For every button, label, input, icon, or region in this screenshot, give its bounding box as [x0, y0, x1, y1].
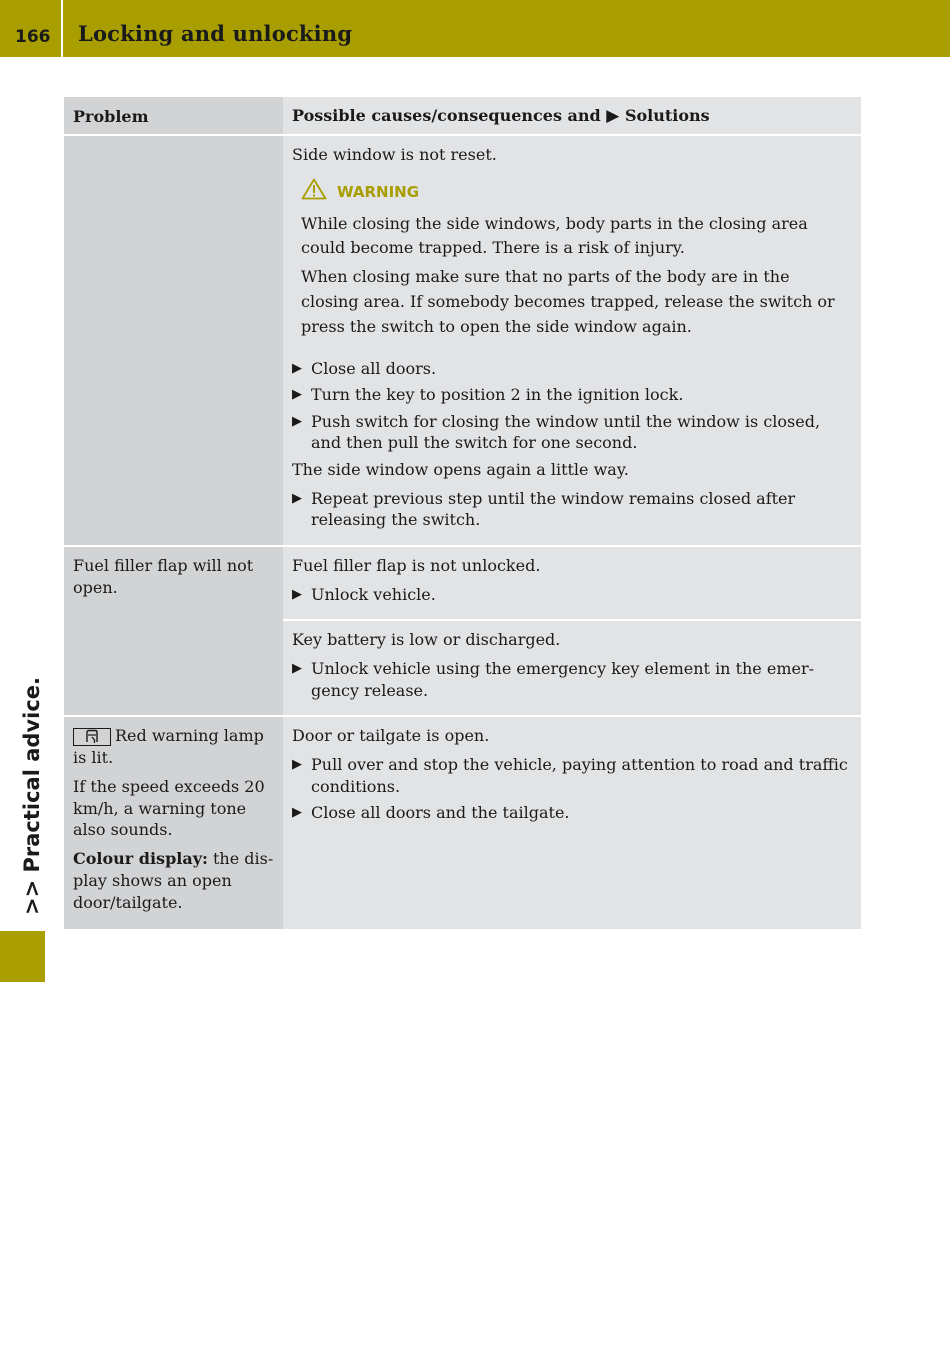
problem-cell [64, 546, 283, 716]
page-number: 166 [15, 27, 51, 47]
warning-label: WARNING [337, 182, 420, 201]
step-item [292, 358, 852, 380]
step-item [292, 802, 852, 824]
step-arrow-icon: ▶ [292, 387, 302, 403]
step-arrow-icon: ▶ [292, 413, 302, 429]
step-text: Pull over and stop the vehicle, paying attention to road and traffic conditions. [311, 755, 848, 796]
cause-text: Key battery is low or discharged. [292, 630, 561, 650]
result-note: The side window opens again a little way. [292, 459, 629, 479]
problem-text: Fuel filler flap will not open. [73, 556, 254, 597]
step-arrow-icon: ▶ [292, 805, 302, 821]
section-tab-marker [0, 931, 45, 982]
step-item [292, 658, 852, 701]
solution-cell [283, 620, 861, 716]
step-text: Repeat previous step until the window remains closed after releasing the switch. [311, 488, 796, 530]
column-header-solutions [283, 97, 861, 135]
step-item [292, 754, 852, 797]
problem-text: the dis-play shows an open door/tailgate. [73, 849, 274, 912]
table-header-row [64, 97, 861, 135]
cause-text: Fuel filler flap is not unlocked. [292, 556, 541, 576]
solution-cell [283, 135, 861, 546]
warning-block [292, 178, 852, 340]
warning-triangle-icon [301, 178, 327, 206]
page-title: Locking and unlocking [78, 21, 353, 46]
door-open-warning-lamp-icon [73, 728, 111, 746]
step-text: Turn the key to position 2 in the ignition lock. [311, 385, 684, 405]
step-text: Close all doors. [311, 358, 437, 378]
step-item [292, 584, 852, 606]
table-row [64, 716, 861, 929]
step-arrow-icon: ▶ [292, 490, 302, 506]
warning-instruction: When closing make sure that no parts of the body are in the closing area. If somebody becomes trapped, release the switch or press the switch to open the side window again. [301, 267, 835, 336]
step-item [292, 384, 852, 406]
step-arrow-icon: ▶ [292, 757, 302, 773]
column-header-problem: Problem [64, 97, 283, 135]
section-side-label: >> Practical advice. [20, 677, 44, 915]
step-text: Close all doors and the tailgate. [311, 803, 570, 823]
problem-text: Red warning lamp is lit. [73, 726, 264, 768]
cause-text: Side window is not reset. [292, 145, 497, 165]
page-number-box [0, 0, 63, 57]
table-row [64, 135, 861, 546]
problem-lamp-line [73, 725, 274, 769]
warning-heading [301, 178, 852, 206]
problem-cell-empty [64, 135, 283, 546]
step-arrow-icon: ▶ [606, 106, 620, 126]
step-arrow-icon: ▶ [292, 360, 302, 376]
column-header-solutions-prefix: Possible causes/consequences and [292, 106, 601, 125]
column-header-solutions-suffix: Solutions [624, 106, 710, 125]
step-item [292, 488, 852, 531]
step-text: Unlock vehicle using the emergency key element in the emer-gency release. [311, 659, 815, 700]
colour-display-label: Colour display: [73, 849, 208, 869]
problem-cell [64, 716, 283, 929]
problem-display-line [73, 848, 274, 913]
step-arrow-icon: ▶ [292, 586, 302, 602]
step-arrow-icon: ▶ [292, 661, 302, 677]
solution-cell [283, 546, 861, 620]
solution-cell [283, 716, 861, 929]
step-item [292, 411, 852, 454]
table-row [64, 546, 861, 620]
step-text: Unlock vehicle. [311, 584, 436, 604]
warning-text: While closing the side windows, body parts in the closing area could become trapped. There is a risk of injury. [301, 213, 808, 258]
cause-text: Door or tailgate is open. [292, 726, 490, 746]
problem-text: If the speed exceeds 20 km/h, a warning tone also sounds. [73, 776, 265, 840]
troubleshooting-table [64, 97, 861, 929]
step-text: Push switch for closing the window until the window is closed, and then pull the switch for one second. [311, 411, 821, 453]
